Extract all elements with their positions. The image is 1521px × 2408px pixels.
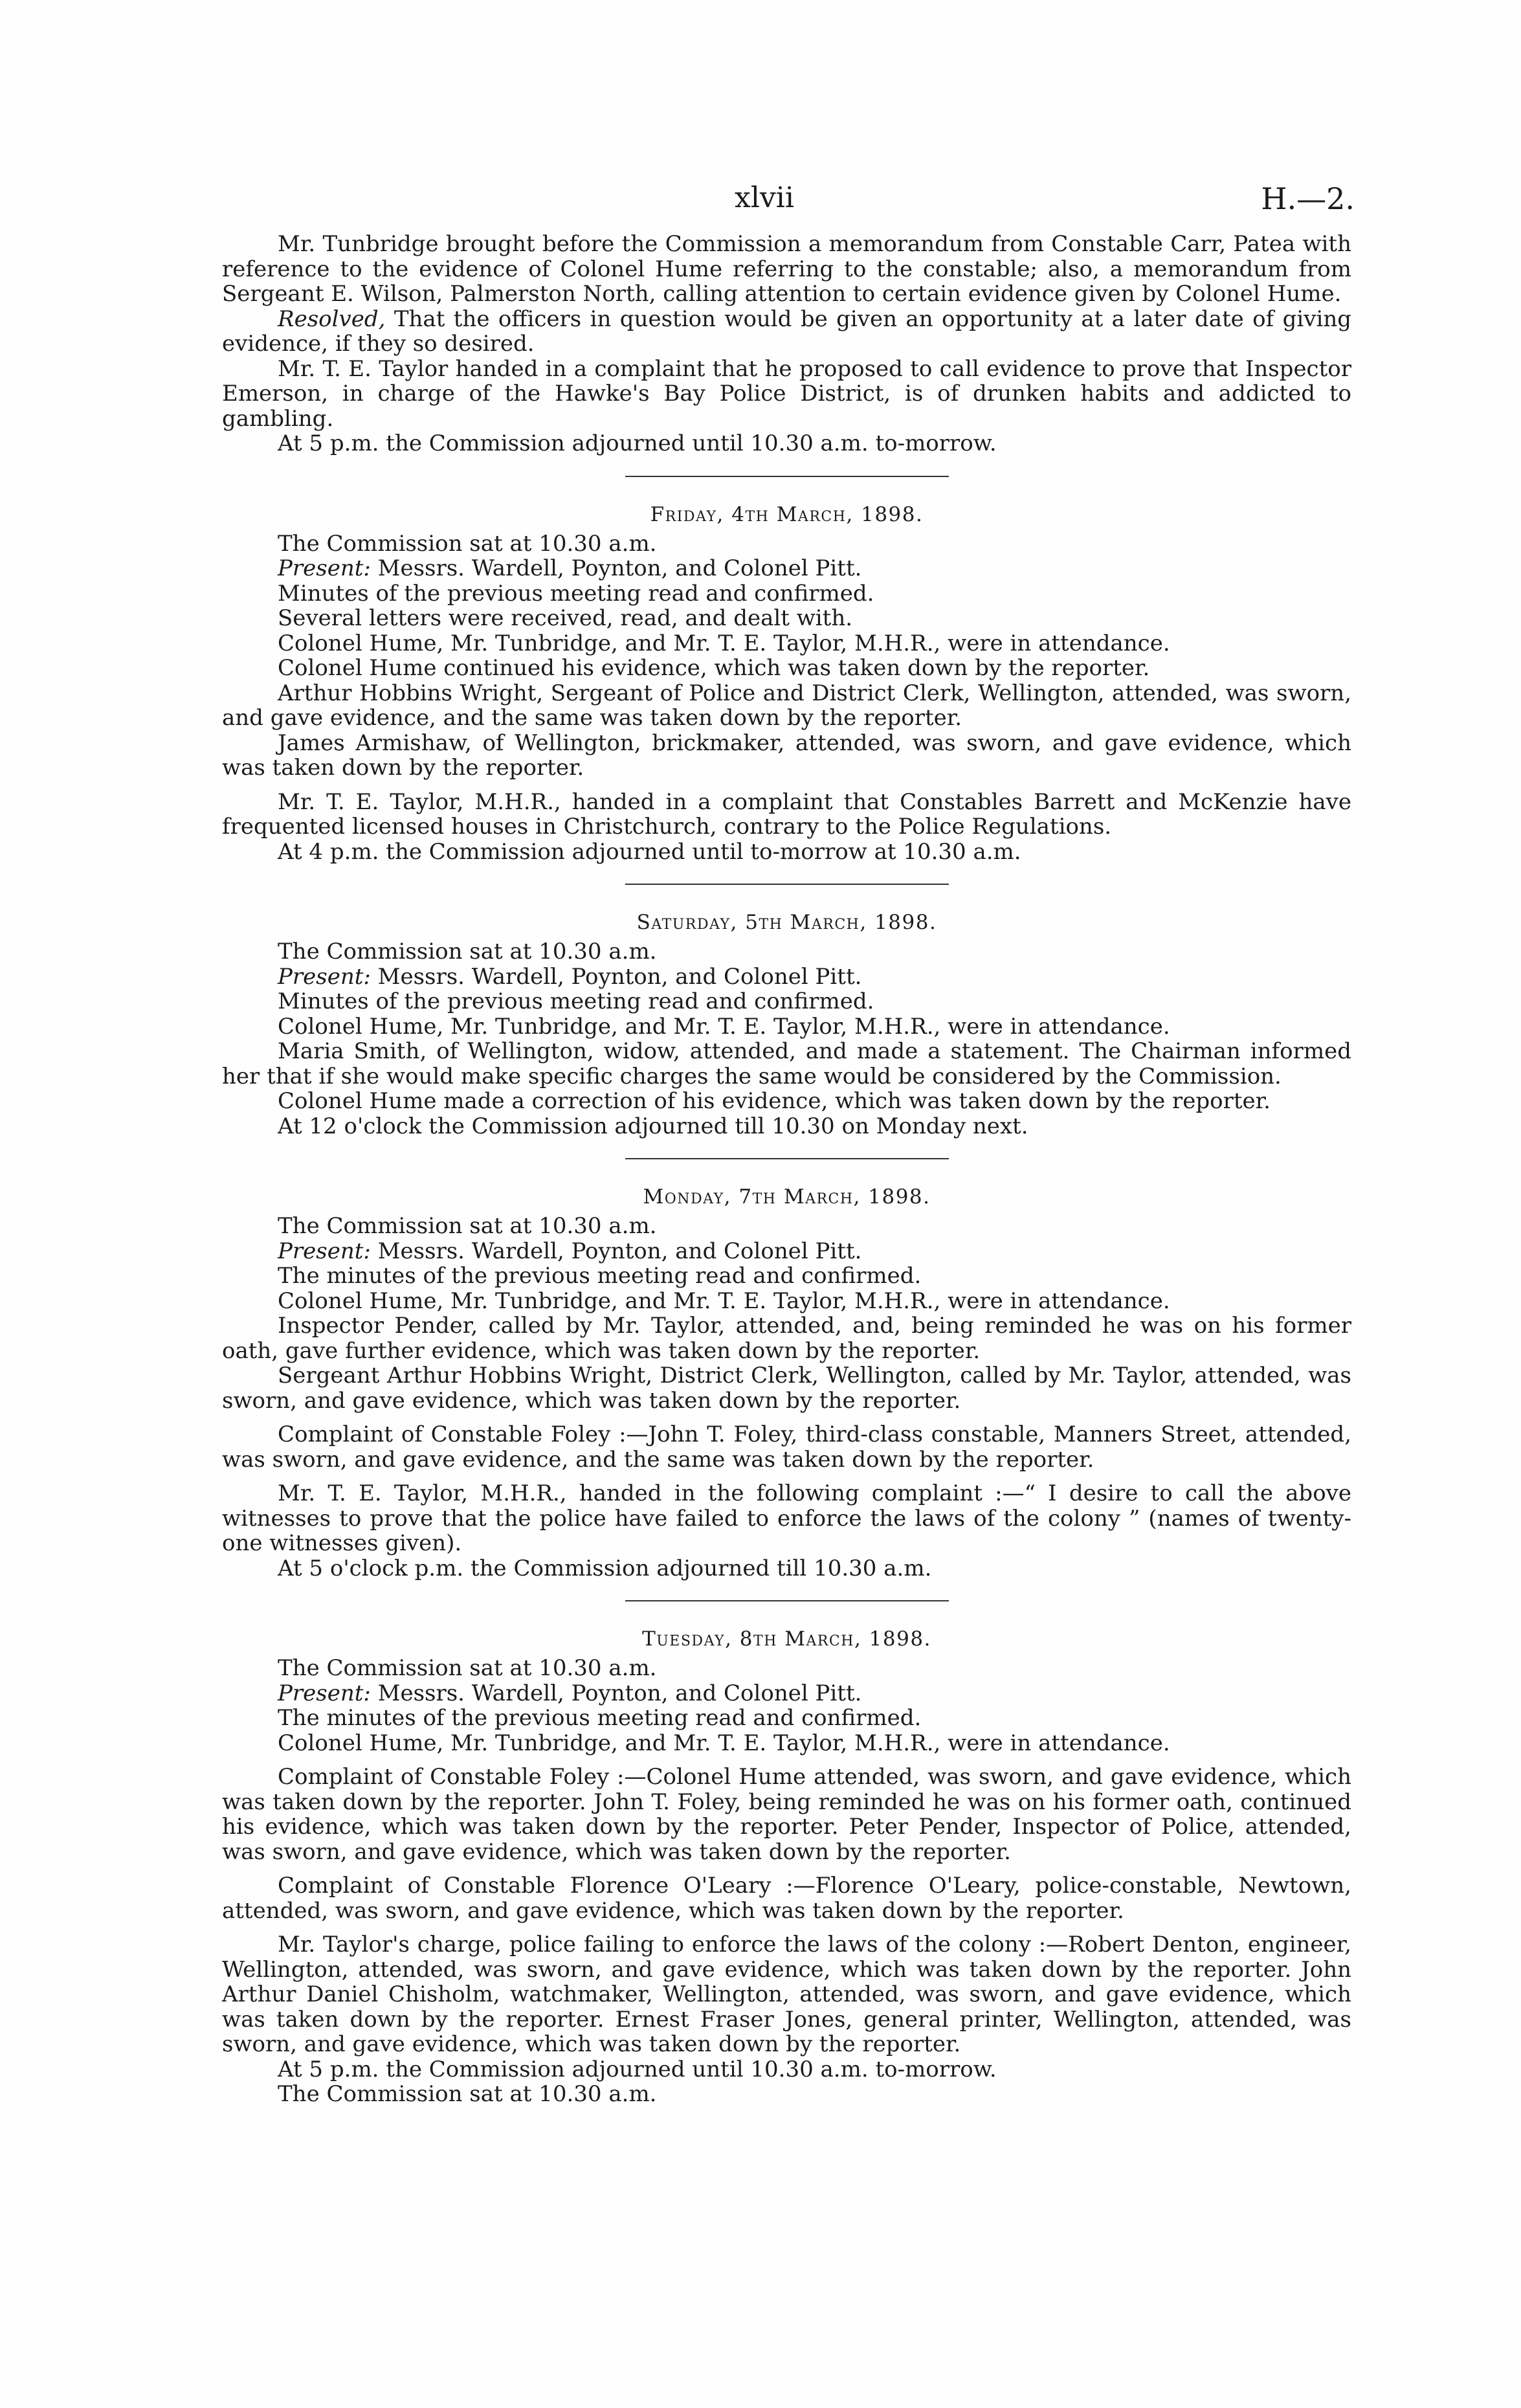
paragraph: At 4 p.m. the Commission adjourned until to-morrow at 10.30 a.m. bbox=[278, 838, 1021, 865]
tuesday-section bbox=[222, 1600, 1351, 2107]
present-text: Messrs. Wardell, Poynton, and Colonel Pitt. bbox=[370, 1238, 862, 1264]
paragraph: The Commission sat at 10.30 a.m. bbox=[278, 530, 657, 557]
present-paragraph bbox=[222, 1681, 1351, 1706]
paragraph: Mr. Tunbridge brought before the Commission a memorandum from Constable Carr, Patea with reference to the evidence of Colonel Hume referring to the constable; also, a memorandum from Sergeant E. Wilson, Palmerston North, calling attention to certain evidence given by Colonel Hume. bbox=[222, 231, 1351, 307]
section-date: Friday, 4th March, 1898. bbox=[650, 502, 924, 526]
present-label: Present: bbox=[278, 1238, 371, 1264]
paragraph: Sergeant Arthur Hobbins Wright, District Clerk, Wellington, called by Mr. Taylor, attended, was sworn, and gave evidence, which was taken down by the reporter. bbox=[222, 1363, 1351, 1414]
paragraph: The Commission sat at 10.30 a.m. bbox=[278, 939, 657, 964]
paragraph: Colonel Hume, Mr. Tunbridge, and Mr. T. E. Taylor, M.H.R., were in attendance. bbox=[278, 1013, 1170, 1040]
paragraph: The Commission sat at 10.30 a.m. bbox=[278, 2081, 657, 2107]
paragraph: Minutes of the previous meeting read and confirmed. bbox=[278, 580, 874, 607]
paragraph: Mr. Taylor's charge, police failing to enforce the laws of the colony :—Robert Denton, engineer, Wellington, attended, was sworn, and gave evidence, which was taken down by the reporter. John Arthur Daniel Chisholm, watchmaker, Wellington, attended, was sworn, and gave evidence, which was taken down by the reporter. Ernest Fraser Jones, general printer, Wellington, attended, was sworn, and gave evidence, which was taken down by the reporter. bbox=[222, 1932, 1351, 2057]
paragraph: At 5 o'clock p.m. the Commission adjourned till 10.30 a.m. bbox=[278, 1555, 932, 1581]
paragraph: At 5 p.m. the Commission adjourned until 10.30 a.m. to-morrow. bbox=[278, 2056, 997, 2082]
section-date: Tuesday, 8th March, 1898. bbox=[642, 1627, 931, 1651]
friday-section bbox=[222, 476, 1351, 865]
resolution-text: That the officers in question would be given an opportunity at a later date of giving evidence, if they so desired. bbox=[222, 306, 1352, 357]
monday-section bbox=[222, 1158, 1351, 1581]
paragraph: The Commission sat at 10.30 a.m. bbox=[278, 1213, 657, 1239]
paragraph: Several letters were received, read, and dealt with. bbox=[278, 605, 853, 631]
present-label: Present: bbox=[278, 555, 371, 581]
paragraph: Colonel Hume made a correction of his evidence, which was taken down by the reporter. bbox=[278, 1088, 1271, 1114]
page-header bbox=[0, 181, 1521, 227]
present-text: Messrs. Wardell, Poynton, and Colonel Pitt. bbox=[370, 963, 862, 990]
paragraph: Colonel Hume continued his evidence, which was taken down by the reporter. bbox=[278, 655, 1150, 681]
paragraph: At 5 p.m. the Commission adjourned until 10.30 a.m. to-morrow. bbox=[278, 430, 997, 456]
page-body bbox=[222, 232, 1351, 2107]
paragraph: The minutes of the previous meeting read and confirmed. bbox=[278, 1705, 922, 1731]
resolved-label: Resolved, bbox=[278, 306, 386, 332]
section-date: Monday, 7th March, 1898. bbox=[643, 1185, 931, 1209]
document-code: H.—2. bbox=[1261, 181, 1355, 216]
present-label: Present: bbox=[278, 1680, 371, 1706]
paragraph: Mr. T. E. Taylor, M.H.R., handed in a complaint that Constables Barrett and McKenzie have frequented licensed houses in Christchurch, contrary to the Police Regulations. bbox=[222, 788, 1351, 840]
paragraph: Colonel Hume, Mr. Tunbridge, and Mr. T. E. Taylor, M.H.R., were in attendance. bbox=[278, 630, 1170, 656]
paragraph: Complaint of Constable Foley :—John T. Foley, third-class constable, Manners Street, attended, was sworn, and gave evidence, and the same was taken down by the reporter. bbox=[222, 1421, 1351, 1473]
paragraph: Arthur Hobbins Wright, Sergeant of Police and District Clerk, Wellington, attended, was sworn, and gave evidence, and the same was taken down by the reporter. bbox=[222, 680, 1351, 731]
present-paragraph bbox=[222, 1239, 1351, 1264]
paragraph: Colonel Hume, Mr. Tunbridge, and Mr. T. E. Taylor, M.H.R., were in attendance. bbox=[278, 1730, 1170, 1756]
intro-section bbox=[222, 232, 1351, 456]
paragraph: Mr. T. E. Taylor, M.H.R., handed in the following complaint :—“ I desire to call the above witnesses to prove that the police have failed to enforce the laws of the colony ” (names of twenty-one witnesses given). bbox=[222, 1480, 1351, 1556]
paragraph: Mr. T. E. Taylor handed in a complaint that he proposed to call evidence to prove that Inspector Emerson, in charge of the Hawke's Bay Police District, is of drunken habits and addicted to gambling. bbox=[222, 355, 1351, 432]
present-paragraph bbox=[222, 556, 1351, 581]
paragraph: At 12 o'clock the Commission adjourned till 10.30 on Monday next. bbox=[278, 1113, 1028, 1139]
paragraph: The minutes of the previous meeting read and confirmed. bbox=[278, 1263, 922, 1289]
present-text: Messrs. Wardell, Poynton, and Colonel Pitt. bbox=[370, 555, 862, 581]
section-divider bbox=[625, 1600, 949, 1601]
paragraph: Complaint of Constable Florence O'Leary :—Florence O'Leary, police-constable, Newtown, attended, was sworn, and gave evidence, which was taken down by the reporter. bbox=[222, 1873, 1351, 1924]
paragraph: Maria Smith, of Wellington, widow, attended, and made a statement. The Chairman informed her that if she would make specific charges the same would be considered by the Commission. bbox=[222, 1038, 1351, 1089]
section-divider bbox=[625, 1158, 949, 1159]
present-text: Messrs. Wardell, Poynton, and Colonel Pitt. bbox=[370, 1680, 862, 1706]
paragraph: Inspector Pender, called by Mr. Taylor, attended, and, being reminded he was on his former oath, gave further evidence, which was taken down by the reporter. bbox=[222, 1313, 1351, 1364]
saturday-section bbox=[222, 884, 1351, 1139]
section-divider bbox=[625, 884, 949, 885]
paragraph: Minutes of the previous meeting read and confirmed. bbox=[278, 988, 874, 1014]
present-label: Present: bbox=[278, 963, 371, 990]
section-divider bbox=[625, 476, 949, 477]
page-number: xlvii bbox=[735, 181, 794, 214]
paragraph: Colonel Hume, Mr. Tunbridge, and Mr. T. E. Taylor, M.H.R., were in attendance. bbox=[278, 1288, 1170, 1314]
resolution-paragraph bbox=[222, 307, 1351, 357]
present-paragraph bbox=[222, 964, 1351, 990]
paragraph: James Armishaw, of Wellington, brickmaker, attended, was sworn, and gave evidence, which was taken down by the reporter. bbox=[222, 730, 1351, 781]
section-date: Saturday, 5th March, 1898. bbox=[636, 911, 937, 934]
paragraph: Complaint of Constable Foley :—Colonel Hume attended, was sworn, and gave evidence, which was taken down by the reporter. John T. Foley, being reminded he was on his former oath, continued his evidence, which was taken down by the reporter. Peter Pender, Inspector of Police, attended, was sworn, and gave evidence, which was taken down by the reporter. bbox=[222, 1764, 1351, 1865]
paragraph: The Commission sat at 10.30 a.m. bbox=[278, 1655, 657, 1681]
